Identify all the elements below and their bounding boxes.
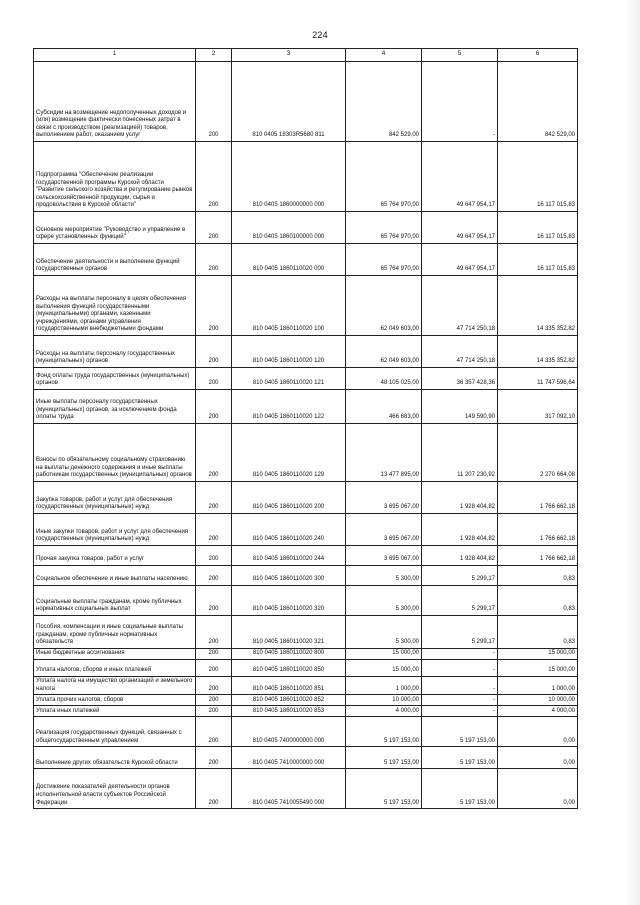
table-row xyxy=(34,336,578,368)
table-row xyxy=(34,660,578,677)
table-row xyxy=(34,747,578,769)
row-value-col4: 4 000,00 xyxy=(346,706,422,717)
row-ved-code: 200 xyxy=(196,747,232,769)
row-ved-code: 200 xyxy=(196,244,232,276)
row-value-col5: 1 928 404,82 xyxy=(422,546,498,566)
row-name: Социальное обеспечение и иные выплаты населению xyxy=(34,566,196,586)
row-value-col5: 5 299,17 xyxy=(422,566,498,586)
row-value-col5: 149 590,90 xyxy=(422,390,498,424)
row-value-col6: 0,00 xyxy=(498,769,578,809)
row-value-col5: 5 299,17 xyxy=(422,616,498,649)
row-name: Взносы по обязательному социальному страхованию на выплаты денежного содержания и иные выплаты работникам государственных (муниципальных) органов xyxy=(34,424,196,482)
row-value-col5: - xyxy=(422,706,498,717)
row-value-col5: 47 714 250,18 xyxy=(422,276,498,336)
row-name: Уплата прочих налогов, сборов xyxy=(34,695,196,706)
row-name: Прочая закупка товаров, работ и услуг xyxy=(34,546,196,566)
column-header: 2 xyxy=(196,49,232,62)
row-value-col6: 10 000,00 xyxy=(498,695,578,706)
table-row xyxy=(34,695,578,706)
row-ved-code: 200 xyxy=(196,769,232,809)
table-row xyxy=(34,586,578,616)
table-row xyxy=(34,677,578,695)
row-value-col4: 62 049 603,00 xyxy=(346,336,422,368)
row-ved-code: 200 xyxy=(196,276,232,336)
row-classification-code: 810 0405 1860110020 240 xyxy=(232,514,346,546)
row-classification-code: 810 0405 1860110020 129 xyxy=(232,424,346,482)
row-value-col5: 5 197 153,00 xyxy=(422,717,498,747)
row-value-col4: 65 764 970,00 xyxy=(346,142,422,212)
row-value-col6: 842 529,00 xyxy=(498,62,578,142)
row-classification-code: 810 0405 1860110020 320 xyxy=(232,586,346,616)
row-value-col4: 13 477 895,00 xyxy=(346,424,422,482)
row-name: Уплата иных платежей xyxy=(34,706,196,717)
table-row xyxy=(34,212,578,244)
table-row xyxy=(34,244,578,276)
row-ved-code: 200 xyxy=(196,649,232,660)
row-classification-code: 810 0405 1860110020 244 xyxy=(232,546,346,566)
table-row xyxy=(34,706,578,717)
row-value-col6: 317 092,10 xyxy=(498,390,578,424)
budget-table xyxy=(33,48,578,809)
row-value-col4: 3 695 067,00 xyxy=(346,482,422,514)
row-classification-code: 810 0405 1860110020 000 xyxy=(232,244,346,276)
column-header: 6 xyxy=(498,49,578,62)
row-value-col4: 3 695 067,00 xyxy=(346,514,422,546)
row-name: Иные бюджетные ассигнования xyxy=(34,649,196,660)
row-ved-code: 200 xyxy=(196,695,232,706)
row-classification-code: 810 0405 1860100000 000 xyxy=(232,212,346,244)
row-value-col6: 0,83 xyxy=(498,616,578,649)
row-name: Социальные выплаты гражданам, кроме публичных нормативных социальных выплат xyxy=(34,586,196,616)
row-value-col4: 65 764 970,00 xyxy=(346,212,422,244)
row-classification-code: 810 0405 1860110020 300 xyxy=(232,566,346,586)
row-value-col4: 15 000,00 xyxy=(346,649,422,660)
row-value-col6: 1 766 662,18 xyxy=(498,514,578,546)
row-value-col5: 1 928 404,82 xyxy=(422,514,498,546)
row-classification-code: 810 0405 1860110020 321 xyxy=(232,616,346,649)
row-value-col4: 5 197 153,00 xyxy=(346,717,422,747)
page-number: 224 xyxy=(312,30,328,40)
scan-edge-shadow xyxy=(626,0,640,905)
row-value-col6: 0,83 xyxy=(498,586,578,616)
row-name: Расходы на выплаты персоналу государственных (муниципальных) органов xyxy=(34,336,196,368)
row-name: Закупка товаров, работ и услуг для обеспечения государственных (муниципальных) нужд xyxy=(34,482,196,514)
row-value-col4: 62 049 603,00 xyxy=(346,276,422,336)
row-classification-code: 810 0405 1860110020 120 xyxy=(232,336,346,368)
row-classification-code: 810 0405 1860000000 000 xyxy=(232,142,346,212)
row-value-col6: 0,00 xyxy=(498,717,578,747)
column-header: 1 xyxy=(34,49,196,62)
row-value-col5: - xyxy=(422,695,498,706)
table-row xyxy=(34,276,578,336)
row-value-col5: 47 714 250,18 xyxy=(422,336,498,368)
row-value-col5: 49 647 954,17 xyxy=(422,212,498,244)
row-name: Основное мероприятие "Руководство и управление в сфере установленных функций" xyxy=(34,212,196,244)
row-value-col4: 1 000,00 xyxy=(346,677,422,695)
row-name: Уплата налога на имущество организаций и земельного налога xyxy=(34,677,196,695)
table-row xyxy=(34,769,578,809)
row-value-col6: 14 335 352,82 xyxy=(498,336,578,368)
row-value-col5: - xyxy=(422,649,498,660)
row-value-col6: 16 117 015,83 xyxy=(498,212,578,244)
table-row xyxy=(34,390,578,424)
row-classification-code: 810 0405 1860110020 850 xyxy=(232,660,346,677)
row-ved-code: 200 xyxy=(196,677,232,695)
row-name: Иные выплаты персоналу государственных (муниципальных) органов, за исключением фонда оплаты труда xyxy=(34,390,196,424)
column-header: 5 xyxy=(422,49,498,62)
row-value-col4: 5 300,00 xyxy=(346,566,422,586)
column-header: 4 xyxy=(346,49,422,62)
table-row xyxy=(34,514,578,546)
row-classification-code: 810 0405 1860110020 851 xyxy=(232,677,346,695)
table-row xyxy=(34,142,578,212)
row-name: Достижение показателей деятельности органов исполнительной власти субъектов Российской Федерации xyxy=(34,769,196,809)
row-value-col6: 1 766 662,18 xyxy=(498,482,578,514)
row-classification-code: 810 0405 1860110020 852 xyxy=(232,695,346,706)
row-name: Фонд оплаты труда государственных (муниципальных) органов xyxy=(34,368,196,390)
row-value-col5: 5 299,17 xyxy=(422,586,498,616)
row-ved-code: 200 xyxy=(196,212,232,244)
row-classification-code: 810 0405 1860110020 800 xyxy=(232,649,346,660)
table-row xyxy=(34,616,578,649)
row-value-col5: 36 357 428,36 xyxy=(422,368,498,390)
table-row xyxy=(34,482,578,514)
row-value-col5: - xyxy=(422,677,498,695)
row-ved-code: 200 xyxy=(196,616,232,649)
row-value-col5: - xyxy=(422,660,498,677)
table-header-row xyxy=(34,49,578,62)
table-row xyxy=(34,717,578,747)
row-value-col4: 5 300,00 xyxy=(346,586,422,616)
row-ved-code: 200 xyxy=(196,546,232,566)
row-value-col6: 4 000,00 xyxy=(498,706,578,717)
row-name: Уплата налогов, сборов и иных платежей xyxy=(34,660,196,677)
row-value-col6: 14 335 352,82 xyxy=(498,276,578,336)
row-value-col5: - xyxy=(422,62,498,142)
row-value-col4: 5 300,00 xyxy=(346,616,422,649)
row-ved-code: 200 xyxy=(196,390,232,424)
row-value-col6: 16 117 015,83 xyxy=(498,244,578,276)
row-classification-code: 810 0405 7400000000 000 xyxy=(232,717,346,747)
row-classification-code: 810 0405 7410055490 000 xyxy=(232,769,346,809)
row-value-col4: 10 000,00 xyxy=(346,695,422,706)
row-ved-code: 200 xyxy=(196,142,232,212)
table-row xyxy=(34,368,578,390)
row-classification-code: 810 0405 1860110020 122 xyxy=(232,390,346,424)
row-name: Подпрограмма "Обеспечение реализации государственной программы Курской области "Развитие сельского хозяйства и регулирование рынков сельскохозяйственной продукции, сырья и продовольствия в Курской области" xyxy=(34,142,196,212)
row-classification-code: 810 0405 1860110020 121 xyxy=(232,368,346,390)
row-value-col5: 49 647 954,17 xyxy=(422,142,498,212)
row-value-col6: 2 270 664,08 xyxy=(498,424,578,482)
row-value-col6: 1 766 662,18 xyxy=(498,546,578,566)
row-value-col6: 0,00 xyxy=(498,747,578,769)
table-row xyxy=(34,546,578,566)
row-ved-code: 200 xyxy=(196,706,232,717)
row-classification-code: 810 0405 18303R5680 811 xyxy=(232,62,346,142)
row-value-col4: 466 683,00 xyxy=(346,390,422,424)
row-value-col4: 3 695 067,00 xyxy=(346,546,422,566)
row-value-col5: 5 197 153,00 xyxy=(422,747,498,769)
row-ved-code: 200 xyxy=(196,424,232,482)
row-value-col6: 0,83 xyxy=(498,566,578,586)
row-name: Обеспечение деятельности и выполнение функций государственных органов xyxy=(34,244,196,276)
row-value-col6: 11 747 596,64 xyxy=(498,368,578,390)
row-value-col4: 842 529,00 xyxy=(346,62,422,142)
row-classification-code: 810 0405 1860110020 853 xyxy=(232,706,346,717)
row-name: Пособия, компенсации и иные социальные выплаты гражданам, кроме публичных нормативных обязательств xyxy=(34,616,196,649)
row-value-col6: 16 117 015,83 xyxy=(498,142,578,212)
row-ved-code: 200 xyxy=(196,514,232,546)
row-ved-code: 200 xyxy=(196,62,232,142)
row-classification-code: 810 0405 7410000000 000 xyxy=(232,747,346,769)
row-classification-code: 810 0405 1860110020 100 xyxy=(232,276,346,336)
row-value-col6: 15 000,00 xyxy=(498,660,578,677)
row-ved-code: 200 xyxy=(196,717,232,747)
row-classification-code: 810 0405 1860110020 200 xyxy=(232,482,346,514)
row-value-col4: 48 105 025,00 xyxy=(346,368,422,390)
row-value-col5: 11 207 230,92 xyxy=(422,424,498,482)
row-value-col4: 65 764 970,00 xyxy=(346,244,422,276)
table-row xyxy=(34,424,578,482)
row-ved-code: 200 xyxy=(196,660,232,677)
row-value-col4: 5 197 153,00 xyxy=(346,747,422,769)
row-value-col5: 49 647 954,17 xyxy=(422,244,498,276)
row-ved-code: 200 xyxy=(196,566,232,586)
row-ved-code: 200 xyxy=(196,482,232,514)
row-value-col5: 1 928 404,82 xyxy=(422,482,498,514)
row-ved-code: 200 xyxy=(196,586,232,616)
row-name: Реализация государственных функций, связанных с общегосударственным управлением xyxy=(34,717,196,747)
row-value-col6: 15 000,00 xyxy=(498,649,578,660)
table-row xyxy=(34,649,578,660)
table-row xyxy=(34,566,578,586)
row-name: Субсидии на возмещение недополученных доходов и (или) возмещение фактически понесенных затрат в связи с производством (реализацией) товаров, выполнением работ, оказанием услуг xyxy=(34,62,196,142)
row-name: Расходы на выплаты персоналу в целях обеспечения выполнения функций государственными (муниципальными) органами, казенными учреждениями, органами управления государственными внебюджетными фондами xyxy=(34,276,196,336)
row-value-col4: 5 197 153,00 xyxy=(346,769,422,809)
row-ved-code: 200 xyxy=(196,336,232,368)
row-ved-code: 200 xyxy=(196,368,232,390)
table-row xyxy=(34,62,578,142)
row-name: Иные закупки товаров, работ и услуг для обеспечения государственных (муниципальных) нужд xyxy=(34,514,196,546)
row-name: Выполнение других обязательств Курской области xyxy=(34,747,196,769)
column-header: 3 xyxy=(232,49,346,62)
row-value-col6: 1 000,00 xyxy=(498,677,578,695)
row-value-col4: 15 000,00 xyxy=(346,660,422,677)
row-value-col5: 5 197 153,00 xyxy=(422,769,498,809)
